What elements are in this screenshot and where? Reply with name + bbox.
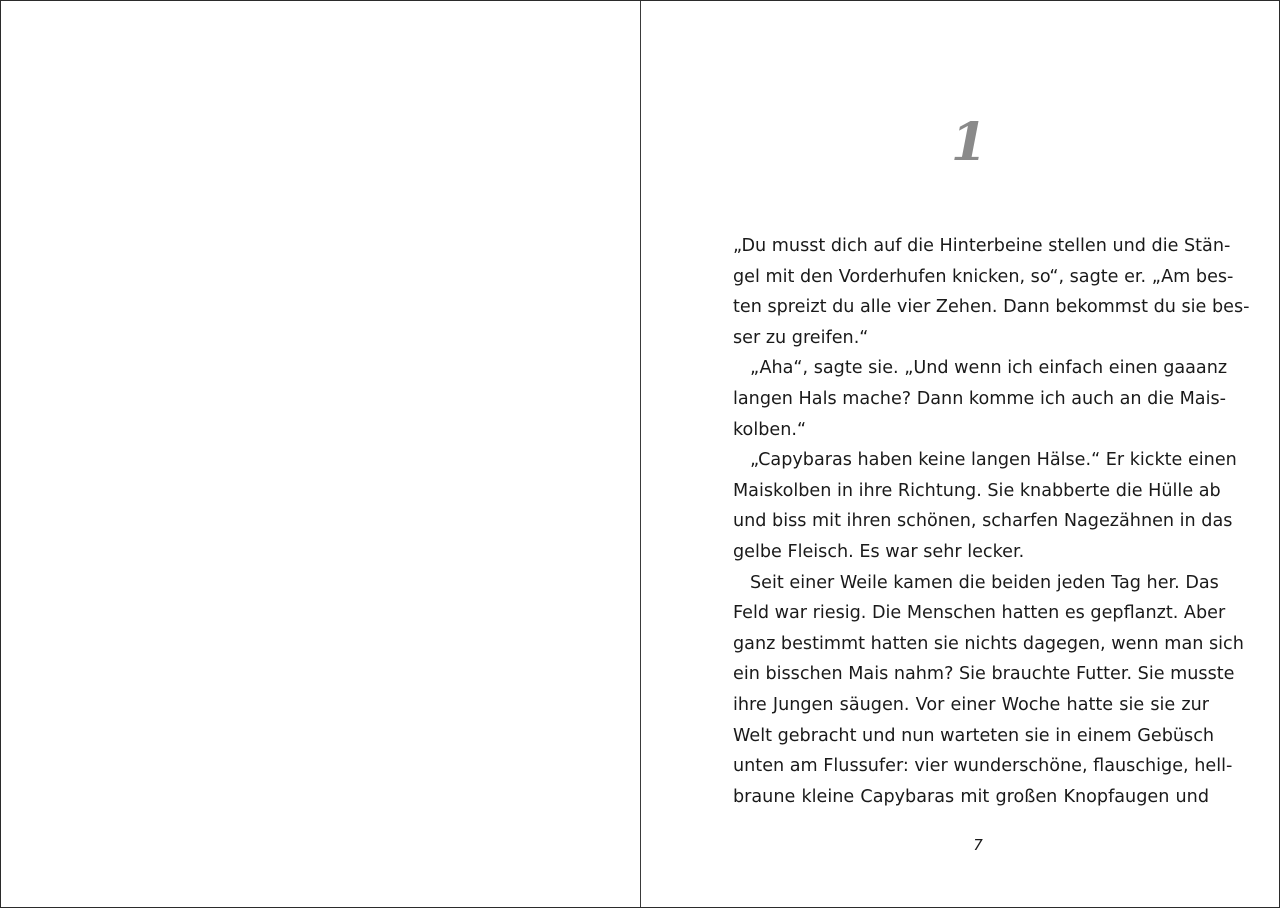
text-line: braune kleine Capybaras mit großen Knopfaugen und [733,786,1209,807]
text-line: ser zu greifen.“ [733,327,869,348]
chapter-number: 1 [950,112,988,173]
page-number: 7 [973,836,983,854]
text-line: ein bisschen Mais nahm? Sie brauchte Futter. Sie musste [733,664,1235,685]
text-line: „Du musst dich auf die Hinterbeine stellen und die Stän- [733,236,1231,256]
text-line: ganz bestimmt hatten sie nichts dagegen, wenn man sich [733,633,1244,654]
text-line: gelbe Fleisch. Es war sehr lecker. [733,541,1025,562]
text-line: Maiskolben in ihre Richtung. Sie knabberte die Hülle ab [733,480,1221,501]
text-line: „Capybaras haben keine langen Hälse.“ Er kickte einen [750,450,1237,471]
text-line: „Aha“, sagte sie. „Und wenn ich einfach einen gaaanz [750,358,1228,379]
text-line: Seit einer Weile kamen die beiden jeden Tag her. Das [750,572,1219,593]
text-line: ihre Jungen säugen. Vor einer Woche hatte sie sie zur [733,694,1209,715]
text-line: kolben.“ [733,419,807,440]
right-page [641,1,1279,907]
text-line: gel mit den Vorderhufen knicken, so“, sagte er. „Am bes- [733,266,1234,287]
text-line: Feld war riesig. Die Menschen hatten es gepflanzt. Aber [733,603,1226,624]
text-line: ten spreizt du alle vier Zehen. Dann bekommst du sie bes- [733,297,1250,318]
left-page-blank [1,1,640,907]
text-line: Welt gebracht und nun warteten sie in einem Gebüsch [733,725,1215,746]
text-line: unten am Flussufer: vier wunderschöne, flauschige, hell- [733,756,1233,777]
chapter-body-text [733,231,1250,812]
text-line: und biss mit ihren schönen, scharfen Nagezähnen in das [733,511,1233,532]
text-line: langen Hals mache? Dann komme ich auch an die Mais- [733,388,1226,409]
